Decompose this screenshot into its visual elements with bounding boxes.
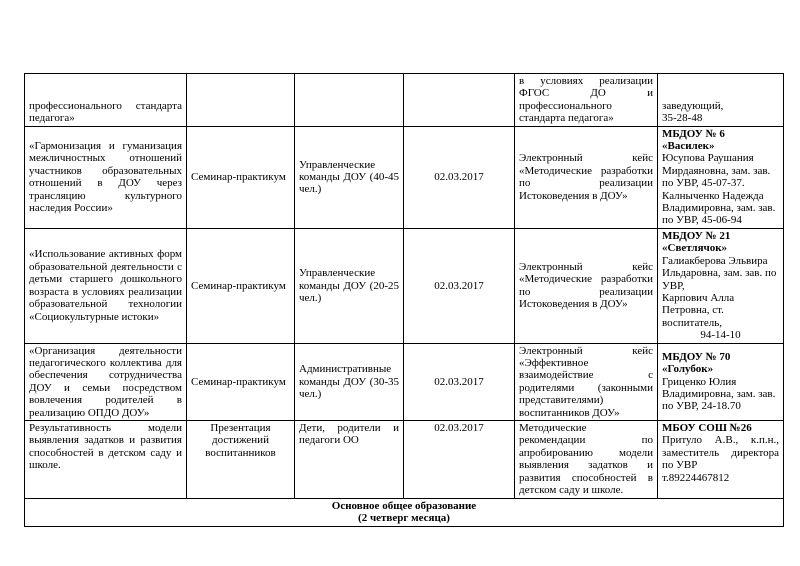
contact-line: Гриценко Юлия Владимировна, зам. зав. по УВР, 24-18.70 — [662, 375, 776, 413]
audience-text: Административные команды ДОУ (30-35 чел.) — [299, 363, 399, 400]
form-cell — [187, 420, 295, 498]
audience-cell — [295, 126, 404, 228]
date-cell — [404, 126, 515, 228]
audience-cell — [295, 343, 404, 420]
topic-text: «Организация деятельности педагогического коллектива для обеспечения сотрудничества ДОУ и семьи посредством вовлечения родителей в реализацию ОПДО ДОУ» — [29, 344, 182, 419]
result-text: в условиях реализации ФГОС ДО и профессионального стандарта педагога» — [519, 75, 653, 125]
contact-line: Калныченко Надежда Владимировна, зам. зав. по УВР, 45-06-94 — [662, 189, 776, 227]
contact-line: 94-14-10 — [700, 329, 741, 342]
form-text: Презентация достижений воспитанников — [205, 421, 276, 459]
date-text: 02.03.2017 — [434, 279, 484, 292]
result-cell — [515, 228, 658, 343]
audience-text: Дети, родители и педагоги ОО — [299, 421, 399, 447]
topic-text: профессионального стандарта педагога» — [29, 99, 182, 125]
org-name: МБДОУ № 6 «Василек» — [662, 127, 725, 153]
contact-line: Галиакберова Эльвира Ильдаровна, зам. зав. по УВР, — [662, 254, 777, 292]
form-cell — [187, 126, 295, 228]
form-text: Семинар-практикум — [191, 375, 286, 388]
topic-cell — [25, 126, 187, 228]
org-name: МБДОУ № 70 «Голубок» — [662, 350, 731, 376]
date-cell — [404, 343, 515, 420]
date-text: 02.03.2017 — [434, 375, 484, 388]
topic-cell — [25, 74, 187, 127]
date-text: 02.03.2017 — [434, 421, 484, 434]
contact-line: 35-28-48 — [662, 112, 703, 125]
section-row — [25, 498, 784, 526]
topic-text: «Использование активных форм образовательной деятельности с детьми старшего дошкольного возраста в условиях реализации образовательной технологии «Социокультурные истоки» — [29, 248, 182, 323]
contact-line: заведующий, — [662, 99, 724, 112]
table-row — [25, 420, 784, 498]
form-cell — [187, 74, 295, 127]
contact-line: т.89224467812 — [662, 471, 730, 484]
events-table — [24, 73, 784, 527]
contacts-cell — [658, 343, 784, 420]
topic-cell — [25, 420, 187, 498]
result-text: Электронный кейс «Методические разработки по реализации Истоковедения в ДОУ» — [519, 152, 653, 202]
audience-text: Управленческие команды ДОУ (40-45 чел.) — [299, 158, 399, 196]
table-row — [25, 74, 784, 127]
form-cell — [187, 228, 295, 343]
result-cell — [515, 420, 658, 498]
result-text: Электронный кейс «Эффективное взаимодействие с родителями (законными представителями) воспитанников ДОУ» — [519, 344, 653, 419]
table-row — [25, 228, 784, 343]
table-row — [25, 126, 784, 228]
section-subtitle: (2 четверг месяца) — [358, 512, 450, 525]
audience-text: Управленческие команды ДОУ (20-25 чел.) — [299, 267, 399, 304]
audience-cell — [295, 74, 404, 127]
date-cell — [404, 420, 515, 498]
result-cell — [515, 126, 658, 228]
topic-cell — [25, 343, 187, 420]
date-text: 02.03.2017 — [434, 171, 484, 184]
form-text: Семинар-практикум — [191, 279, 286, 292]
contact-line: Юсупова Раушания Мирдаяновна, зам. зав. по УВР, 45-07-37. — [662, 152, 771, 190]
section-header — [25, 498, 784, 526]
contact-line: Карпович Алла Петровна, ст. воспитатель, — [662, 291, 735, 329]
topic-text: «Гармонизация и гуманизация межличностных отношений участников образовательных отношений в ДОУ через трансляцию культурного наследия России» — [29, 140, 182, 215]
result-text: Электронный кейс «Методические разработки по реализации Истоковедения в ДОУ» — [519, 260, 653, 311]
table-row — [25, 343, 784, 420]
contacts-cell — [658, 74, 784, 127]
org-name: МБДОУ № 21 «Светлячок» — [662, 229, 731, 255]
result-text: Методические рекомендации по апробированию модели выявления задатков и развития способностей в детском саду и школе. — [519, 421, 653, 496]
date-cell — [404, 74, 515, 127]
contact-line: Притуло А.В., к.п.н., заместитель директора по УВР — [662, 434, 779, 472]
org-name: МБОУ СОШ №26 — [662, 421, 752, 434]
section-title: Основное общее образование — [331, 499, 477, 512]
audience-cell — [295, 420, 404, 498]
topic-cell — [25, 228, 187, 343]
contacts-cell — [658, 420, 784, 498]
result-cell — [515, 74, 658, 127]
form-text: Семинар-практикум — [191, 171, 286, 184]
form-cell — [187, 343, 295, 420]
contacts-cell — [658, 126, 784, 228]
topic-text: Результативность модели выявления задатков и развития способностей в детском саду и школе. — [29, 421, 182, 472]
audience-cell — [295, 228, 404, 343]
date-cell — [404, 228, 515, 343]
result-cell — [515, 343, 658, 420]
contacts-cell — [658, 228, 784, 343]
